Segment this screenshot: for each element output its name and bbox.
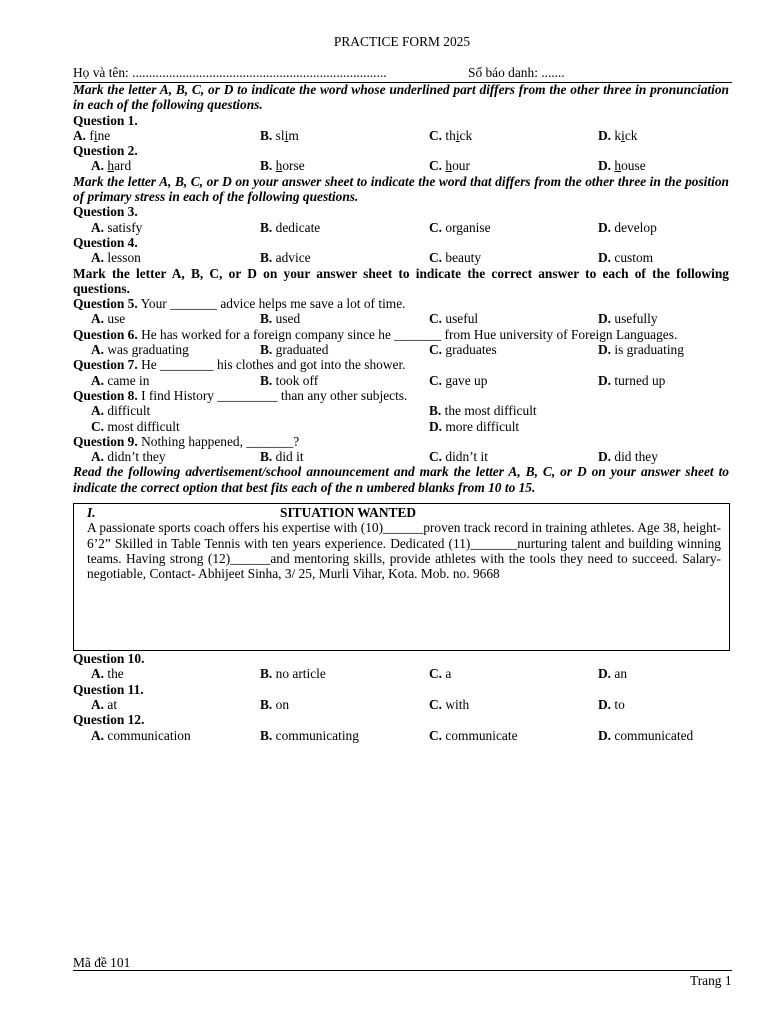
q2-option-a[interactable]: A. hard (91, 158, 132, 174)
advertisement-box (73, 503, 730, 651)
advertisement-text: A passionate sports coach offers his expertise with (10)______proven track record in training athletes. Age 38, height- 6’2” Skilled in Table Tennis with ten years experience. Dedicated (11)_______nurturing talent and building winning teams. Having strong (12)______and mentoring skills, provide athletes with the tools they need to succeed. Salary- negotiable, Contact- Abhijeet Sinha, 3/ 25, Murli Vihar, Kota. Mob. no. 9668 (87, 520, 721, 582)
question-3-options (73, 220, 729, 235)
q11-option-c[interactable]: C. with (429, 696, 470, 712)
advertisement-number: I. (87, 505, 96, 521)
section-3-instruction: Mark the letter A, B, C, or D on your answer sheet to indicate the correct answer to each of the following questions. (73, 265, 729, 296)
candidate-number-field[interactable]: Số báo danh: ....... (468, 65, 565, 80)
student-name-field[interactable]: Họ và tên: ............................................................................ (73, 65, 387, 80)
q12-option-d[interactable]: D. communicated (598, 727, 694, 743)
q7-option-a[interactable]: A. came in (91, 372, 150, 388)
question-2-options (73, 158, 729, 173)
q10-option-d[interactable]: D. an (598, 666, 628, 682)
q1-option-c[interactable]: C. thick (429, 127, 473, 143)
q9-option-c[interactable]: C. didn’t it (429, 449, 488, 465)
q12-option-b[interactable]: B. communicating (260, 727, 359, 743)
q3-option-d[interactable]: D. develop (598, 219, 657, 235)
question-5-options (73, 311, 729, 326)
q9-option-d[interactable]: D. did they (598, 449, 658, 465)
exam-code: Mã đề 101 (73, 955, 732, 971)
q12-option-c[interactable]: C. communicate (429, 727, 518, 743)
q6-option-b[interactable]: B. graduated (260, 342, 329, 358)
q6-option-c[interactable]: C. graduates (429, 342, 497, 358)
q8-option-c[interactable]: C. most difficult (91, 418, 180, 434)
question-9: Question 9. Nothing happened, _______? (73, 433, 300, 449)
q6-option-a[interactable]: A. was graduating (91, 342, 189, 358)
q10-option-c[interactable]: C. a (429, 666, 452, 682)
q11-option-a[interactable]: A. at (91, 696, 118, 712)
question-12-options (73, 728, 729, 743)
question-1-label: Question 1. (73, 112, 138, 128)
question-11-options (73, 697, 729, 712)
q2-option-c[interactable]: C. hour (429, 158, 470, 174)
question-7-options (73, 373, 729, 388)
q3-option-c[interactable]: C. organise (429, 219, 491, 235)
section-1-instruction: Mark the letter A, B, C, or D to indicate the word whose underlined part differs from the other three in pronunciation in each of the following questions. (73, 82, 729, 113)
q6-option-d[interactable]: D. is graduating (598, 342, 684, 358)
question-10-options (73, 666, 729, 681)
q5-option-d[interactable]: D. usefully (598, 311, 658, 327)
q7-option-b[interactable]: B. took off (260, 372, 319, 388)
q1-option-a[interactable]: A. fine (73, 127, 111, 143)
q4-option-d[interactable]: D. custom (598, 250, 654, 266)
student-info-line (73, 65, 732, 83)
question-6: Question 6. He has worked for a foreign company since he _______ from Hue university of Foreign Languages. (73, 326, 678, 342)
question-5: Question 5. Your _______ advice helps me save a lot of time. (73, 296, 406, 312)
q5-option-a[interactable]: A. use (91, 311, 126, 327)
question-1-options (73, 128, 729, 143)
q4-option-c[interactable]: C. beauty (429, 250, 482, 266)
question-2-label: Question 2. (73, 143, 138, 159)
q5-option-c[interactable]: C. useful (429, 311, 479, 327)
question-9-options (73, 449, 729, 464)
q5-option-b[interactable]: B. used (260, 311, 301, 327)
q11-option-b[interactable]: B. on (260, 696, 290, 712)
q8-option-d[interactable]: D. more difficult (429, 418, 520, 434)
q11-option-d[interactable]: D. to (598, 696, 625, 712)
section-4-instruction: Read the following advertisement/school announcement and mark the letter A, B, C, or D on your answer sheet to indicate the correct option that best fits each of the n umbered blanks from 10 to 15. (73, 464, 729, 495)
question-4-options (73, 250, 729, 265)
question-10-label: Question 10. (73, 651, 145, 667)
page-number: Trang 1 (690, 973, 732, 988)
q12-option-a[interactable]: A. communication (91, 727, 191, 743)
q1-option-d[interactable]: D. kick (598, 127, 638, 143)
question-8: Question 8. I find History _________ than any other subjects. (73, 387, 408, 403)
q10-option-a[interactable]: A. the (91, 666, 124, 682)
q3-option-b[interactable]: B. dedicate (260, 219, 321, 235)
q2-option-b[interactable]: B. horse (260, 158, 305, 174)
q2-option-d[interactable]: D. house (598, 158, 646, 174)
q3-option-a[interactable]: A. satisfy (91, 219, 143, 235)
form-title: PRACTICE FORM 2025 (333, 34, 471, 49)
question-8-options-row-1 (73, 403, 729, 418)
question-7: Question 7. He ________ his clothes and got into the shower. (73, 357, 406, 373)
q7-option-d[interactable]: D. turned up (598, 372, 666, 388)
q8-option-b[interactable]: B. the most difficult (429, 403, 537, 419)
question-12-label: Question 12. (73, 712, 145, 728)
question-4-label: Question 4. (73, 234, 138, 250)
q9-option-a[interactable]: A. didn’t they (91, 449, 166, 465)
q9-option-b[interactable]: B. did it (260, 449, 304, 465)
exam-content (73, 82, 729, 743)
q1-option-b[interactable]: B. slim (260, 127, 299, 143)
q10-option-b[interactable]: B. no article (260, 666, 326, 682)
q4-option-a[interactable]: A. lesson (91, 250, 141, 266)
advertisement-heading: SITUATION WANTED (280, 505, 417, 521)
section-2-instruction: Mark the letter A, B, C, or D on your answer sheet to indicate the word that differs from the other three in the position of primary stress in each of the following questions. (73, 173, 729, 205)
question-3-label: Question 3. (73, 204, 138, 220)
q8-option-a[interactable]: A. difficult (91, 403, 151, 419)
question-11-label: Question 11. (73, 681, 144, 697)
question-8-options-row-2 (73, 419, 729, 434)
q7-option-c[interactable]: C. gave up (429, 372, 488, 388)
q4-option-b[interactable]: B. advice (260, 250, 311, 266)
advertisement-heading-row (87, 505, 721, 520)
question-6-options (73, 342, 729, 357)
